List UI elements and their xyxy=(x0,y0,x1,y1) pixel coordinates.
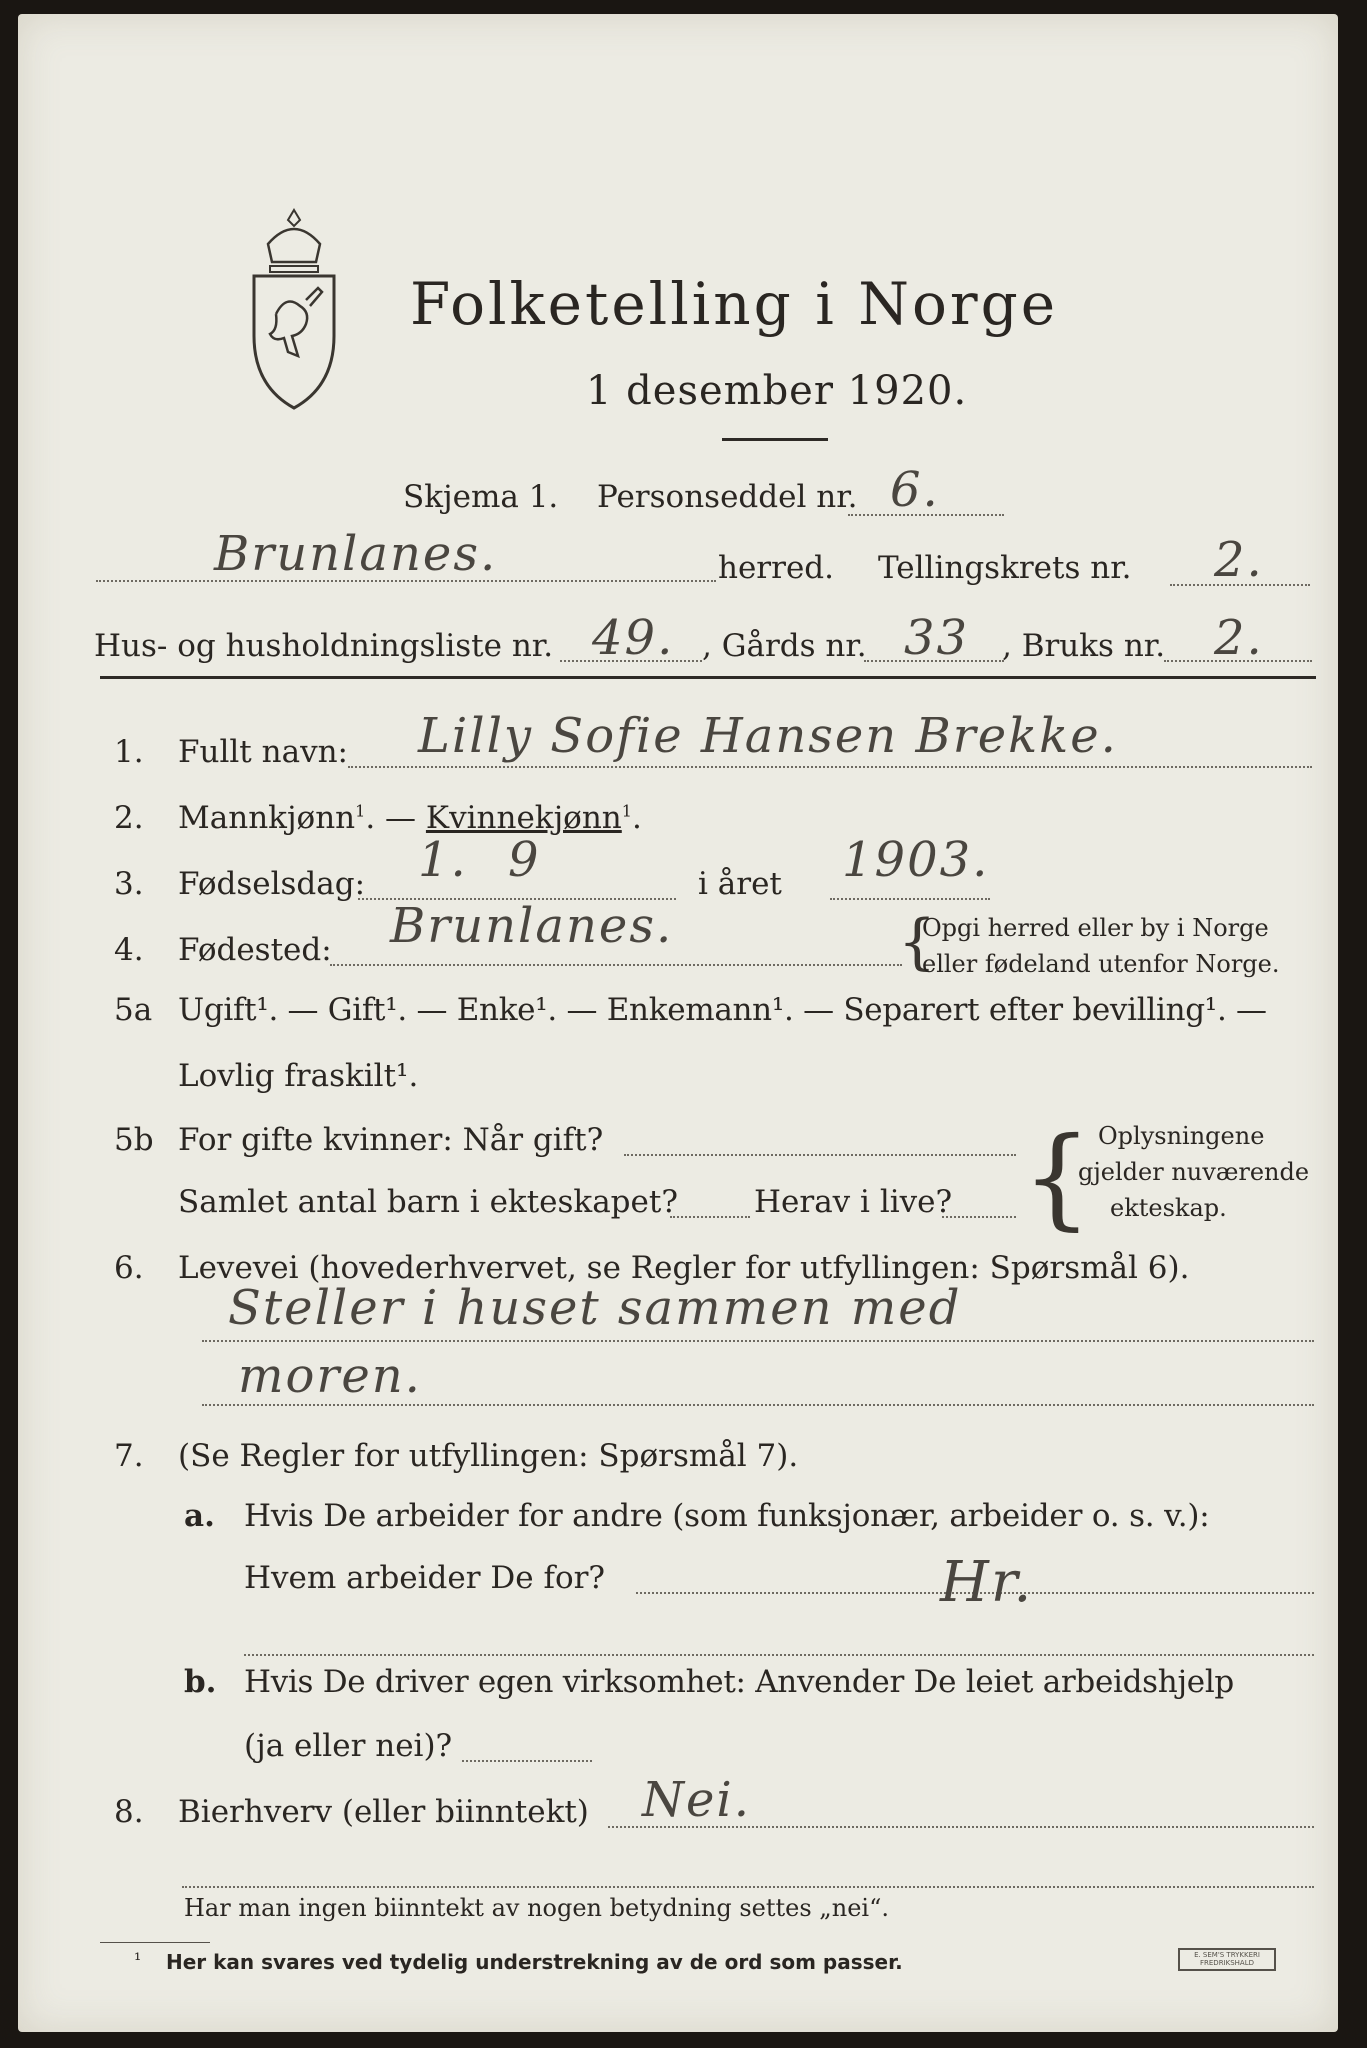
q3-label: Fødselsdag: xyxy=(178,866,366,902)
q7b-letter: b. xyxy=(184,1664,217,1700)
q8-extra-line xyxy=(182,1886,1314,1888)
q4-line xyxy=(330,964,902,966)
q6-answer-line2: moren. xyxy=(238,1348,422,1404)
norwegian-coat-of-arms-icon xyxy=(246,204,342,414)
q7a-line2: Hvem arbeider De for? xyxy=(244,1560,606,1596)
q4-label: Fødested: xyxy=(178,932,332,968)
herred-label: herred. xyxy=(718,550,834,586)
q2-female-option: Kvinnekjønn xyxy=(425,800,622,836)
q7a-answer: Hr. xyxy=(940,1550,1034,1615)
schema-label: Skjema 1. xyxy=(403,479,559,515)
q1-full-name: Lilly Sofie Hansen Brekke. xyxy=(418,708,1118,764)
husholdning-label: Hus- og husholdningsliste nr. xyxy=(94,628,554,664)
q5b-note-line2: gjelder nuværende xyxy=(1078,1158,1310,1186)
q7-label: (Se Regler for utfyllingen: Spørsmål 7). xyxy=(178,1438,799,1474)
q5b-married-line xyxy=(624,1154,1016,1156)
q5b-children-line xyxy=(670,1216,750,1218)
footnote-divider xyxy=(100,1942,210,1943)
q4-note-line1: Opgi herred eller by i Norge xyxy=(922,914,1269,942)
q2-number: 2. xyxy=(114,800,144,836)
q8-label: Bierhverv (eller biinntekt) xyxy=(178,1794,589,1830)
form-title: Folketelling i Norge xyxy=(410,270,1059,338)
q5b-alive-label: Herav i live? xyxy=(754,1184,953,1220)
q6-line2 xyxy=(202,1404,1314,1406)
header-divider xyxy=(100,676,1316,679)
title-divider xyxy=(722,438,828,441)
q3-year-value: 1903. xyxy=(842,832,990,888)
q2-end: . xyxy=(631,800,642,836)
q5b-note-brace: { xyxy=(1022,1113,1092,1241)
footnote-mark: ¹ xyxy=(134,1950,142,1971)
q7a-extra-line xyxy=(244,1654,1314,1656)
tellingskrets-value: 2. xyxy=(1214,532,1264,588)
q5a-number: 5a xyxy=(114,992,153,1028)
q2-options: Mannkjønn$^1$. — Kvinnekjønn$^1$. xyxy=(178,800,642,836)
q7b-line xyxy=(462,1760,592,1762)
q5b-note-line3: ekteskap. xyxy=(1110,1194,1227,1222)
tellingskrets-label: Tellingskrets nr. xyxy=(878,550,1132,586)
q5b-alive-line xyxy=(942,1216,1016,1218)
q4-note-brace: { xyxy=(898,907,937,977)
footnote-text: Her kan svares ved tydelig understrekning av de ord som passer. xyxy=(166,1950,903,1974)
q7a-letter: a. xyxy=(184,1498,215,1534)
q4-number: 4. xyxy=(114,932,144,968)
husholdning-value: 49. xyxy=(592,610,675,666)
q3-day-value: 1. xyxy=(418,832,468,888)
census-form-sheet xyxy=(18,14,1338,2032)
q3-month-value: 9 xyxy=(508,832,541,888)
bruks-value: 2. xyxy=(1214,610,1264,666)
printer-stamp: E. SEM'S TRYKKERI FREDRIKSHALD xyxy=(1178,1948,1276,1971)
bruks-label: , Bruks nr. xyxy=(1002,628,1166,664)
q6-number: 6. xyxy=(114,1250,144,1286)
q5b-children-label: Samlet antal barn i ekteskapet? xyxy=(178,1184,678,1220)
gards-value: 33 xyxy=(904,610,970,666)
q7-number: 7. xyxy=(114,1438,144,1474)
q3-number: 3. xyxy=(114,866,144,902)
q8-answer: Nei. xyxy=(642,1772,752,1828)
herred-value: Brunlanes. xyxy=(214,526,498,582)
q3-year-label: i året xyxy=(698,866,782,902)
q7b-line2: (ja eller nei)? xyxy=(244,1728,453,1764)
census-date: 1 desember 1920. xyxy=(586,368,968,414)
q8-number: 8. xyxy=(114,1794,144,1830)
q4-note-line2: eller fødeland utenfor Norge. xyxy=(922,950,1280,978)
q6-line1 xyxy=(202,1340,1314,1342)
q3-year-line xyxy=(830,898,990,900)
q1-label: Fullt navn: xyxy=(178,734,348,770)
q2-male-option: Mannkjønn xyxy=(178,800,356,836)
footer-note: Har man ingen biinntekt av nogen betydning settes „nei“. xyxy=(184,1894,889,1922)
q5a-options-line1: Ugift¹. — Gift¹. — Enke¹. — Enkemann¹. — Separert efter bevilling¹. — xyxy=(178,992,1267,1028)
gards-label: , Gårds nr. xyxy=(702,628,867,664)
personseddel-label: Personseddel nr. xyxy=(597,479,858,515)
q1-number: 1. xyxy=(114,734,144,770)
q5b-married-label: For gifte kvinner: Når gift? xyxy=(178,1122,604,1158)
q5b-note-line1: Oplysningene xyxy=(1098,1122,1265,1150)
q5a-options-line2: Lovlig fraskilt¹. xyxy=(178,1058,419,1094)
personseddel-value: 6. xyxy=(890,462,940,518)
q7b-line1: Hvis De driver egen virksomhet: Anvender De leiet arbeidshjelp xyxy=(244,1664,1234,1700)
q2-separator: . — xyxy=(365,800,417,836)
q6-label: Levevei (hovederhvervet, se Regler for utfyllingen: Spørsmål 6). xyxy=(178,1250,1190,1286)
q7a-line1: Hvis De arbeider for andre (som funksjonær, arbeider o. s. v.): xyxy=(244,1498,1210,1534)
q6-answer-line1: Steller i huset sammen med xyxy=(228,1280,962,1336)
q1-line xyxy=(348,766,1312,768)
q5b-number: 5b xyxy=(114,1122,154,1158)
q4-birthplace: Brunlanes. xyxy=(390,898,674,954)
